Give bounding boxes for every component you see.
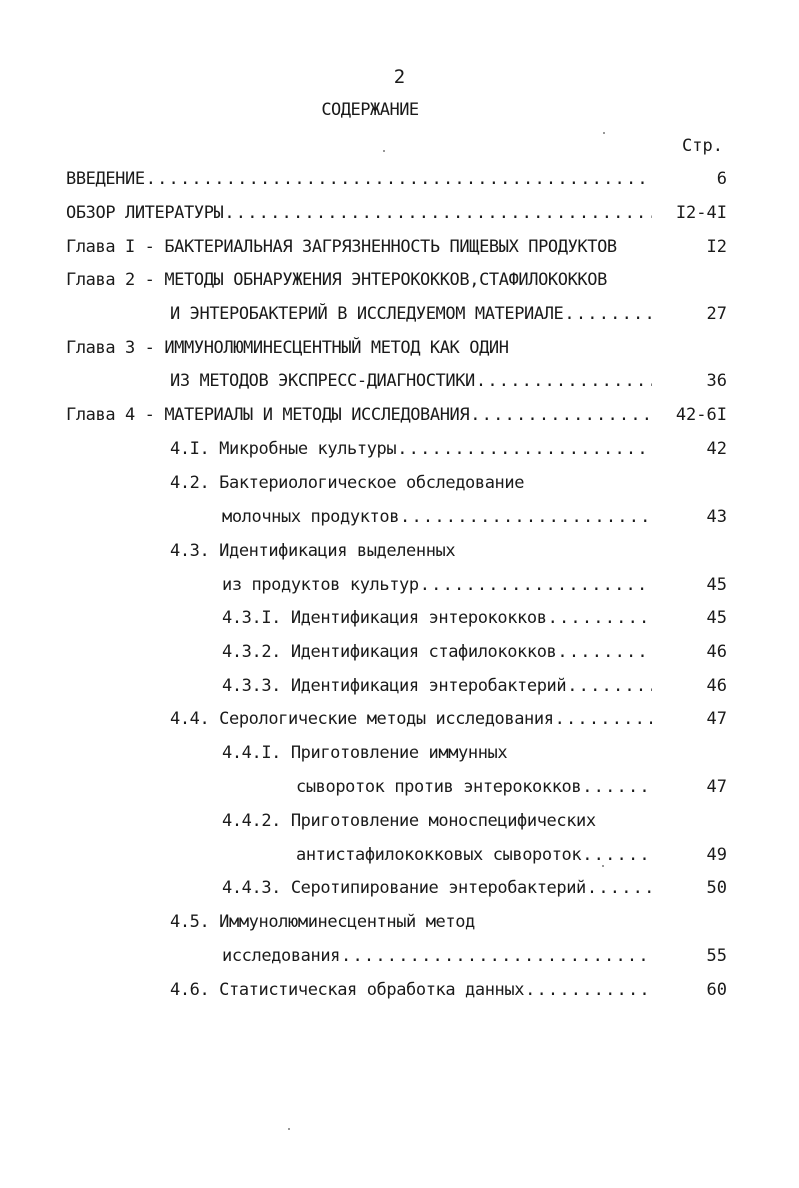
toc-entry-text: 4.3.3. Идентификация энтеробактерий: [222, 676, 567, 696]
toc-entry-continuation: [222, 505, 652, 529]
toc-entry-text: 4.6. Статистическая обработка данных: [170, 980, 525, 1000]
toc-page-number: 27: [706, 304, 727, 324]
toc-entry-text: Глава I - БАКТЕРИАЛЬНАЯ ЗАГРЯЗНЕННОСТЬ ПИЩЕВЫХ ПРОДУКТОВ: [66, 237, 617, 257]
toc-entry-text: 4.3. Идентификация выделенных: [170, 541, 456, 561]
toc-page-number: 55: [706, 946, 727, 966]
scan-speck: [383, 150, 385, 152]
toc-page-number: 36: [706, 371, 727, 391]
toc-entry: [170, 978, 652, 1002]
toc-leader-dots: [470, 403, 652, 427]
toc-entry: [170, 437, 652, 461]
toc-leader-dots: [224, 201, 652, 225]
toc-page-number: 60: [706, 980, 727, 1000]
toc-page-number: 6: [716, 169, 727, 189]
toc-entry-text: 4.4. Серологические методы исследования: [170, 709, 554, 729]
toc-page-number: 46: [706, 676, 727, 696]
toc-leader-dots: [525, 978, 652, 1002]
toc-leader-dots: [555, 707, 652, 731]
toc-entry: [66, 403, 652, 427]
toc-entry-text: 4.2. Бактериологическое обследование: [170, 473, 525, 493]
toc-entry-continuation: [296, 843, 652, 867]
toc-entry-text: молочных продуктов: [222, 507, 400, 527]
toc-entry-text: из продуктов культур: [222, 575, 419, 595]
toc-entry-text: сывороток против энтерококков: [296, 777, 582, 797]
toc-leader-dots: [557, 640, 652, 664]
toc-entry-text: 4.4.2. Приготовление моноспецифических: [222, 811, 596, 831]
toc-entry-text: Глава 3 - ИММУНОЛЮМИНЕСЦЕНТНЫЙ МЕТОД КАК ОДИН: [66, 338, 509, 358]
toc-leader-dots: [582, 843, 652, 867]
toc-entry-text: 4.4.3. Серотипирование энтеробактерий: [222, 878, 586, 898]
toc-entry-text: 4.4.I. Приготовление иммунных: [222, 743, 508, 763]
toc-entry-continuation: [222, 944, 652, 968]
toc-entry-continuation: [170, 369, 652, 393]
toc-leader-dots: [341, 944, 652, 968]
toc-entry-text: 4.5. Иммунолюминесцентный метод: [170, 912, 475, 932]
toc-entry: [222, 674, 652, 698]
toc-entry-continuation: [296, 775, 652, 799]
toc-page-number: 45: [706, 575, 727, 595]
toc-entry: [66, 201, 652, 225]
toc-entry-text: Глава 2 - МЕТОДЫ ОБНАРУЖЕНИЯ ЭНТЕРОКОККОВ,СТАФИЛОКОККОВ: [66, 270, 607, 290]
toc-page-number: I2: [706, 237, 727, 257]
toc-entry: [66, 167, 652, 191]
toc-page-number: 47: [706, 709, 727, 729]
toc-entry-text: ИЗ МЕТОДОВ ЭКСПРЕСС-ДИАГНОСТИКИ: [170, 371, 475, 391]
toc-entry-text: Глава 4 - МАТЕРИАЛЫ И МЕТОДЫ ИССЛЕДОВАНИЯ: [66, 405, 470, 425]
page-title: СОДЕРЖАНИЕ: [321, 100, 419, 120]
toc-entry-text: 4.3.2. Идентификация стафилококков: [222, 642, 557, 662]
toc-entry: [170, 707, 652, 731]
page-number: 2: [393, 66, 406, 88]
toc-leader-dots: [582, 775, 652, 799]
toc-entry-text: антистафилококковых сывороток: [296, 845, 582, 865]
toc-page-number: 49: [706, 845, 727, 865]
toc-leader-dots: [420, 573, 652, 597]
toc-page-number: 42-6I: [675, 405, 727, 425]
toc-leader-dots: [564, 302, 652, 326]
toc-entry-text: 4.3.I. Идентификация энтерококков: [222, 608, 547, 628]
toc-page-number: 45: [706, 608, 727, 628]
toc-entry: [222, 606, 652, 630]
scan-speck: [603, 132, 605, 134]
toc-entry-continuation: [222, 573, 652, 597]
scan-speck: [602, 865, 604, 867]
toc-entry-text: ВВЕДЕНИЕ: [66, 169, 145, 189]
toc-page-number: 47: [706, 777, 727, 797]
toc-leader-dots: [476, 369, 652, 393]
toc-entry-text: 4.I. Микробные культуры: [170, 439, 397, 459]
page-column-header: Стр.: [682, 136, 723, 156]
toc-leader-dots: [567, 674, 652, 698]
toc-leader-dots: [587, 876, 652, 900]
toc-entry-text: И ЭНТЕРОБАКТЕРИЙ В ИССЛЕДУЕМОМ МАТЕРИАЛЕ: [170, 304, 564, 324]
toc-page-number: 46: [706, 642, 727, 662]
toc-entry-text: ОБЗОР ЛИТЕРАТУРЫ: [66, 203, 224, 223]
toc-entry: [222, 640, 652, 664]
toc-entry-text: исследования: [222, 946, 341, 966]
toc-leader-dots: [146, 167, 652, 191]
toc-leader-dots: [548, 606, 652, 630]
toc-page-number: 50: [706, 878, 727, 898]
toc-entry-continuation: [170, 302, 652, 326]
scan-speck: [288, 1128, 290, 1130]
toc-entry: [222, 876, 652, 900]
toc-page-number: 42: [706, 439, 727, 459]
toc-leader-dots: [397, 437, 652, 461]
toc-leader-dots: [400, 505, 652, 529]
toc-page-number: I2-4I: [675, 203, 727, 223]
toc-page-number: 43: [706, 507, 727, 527]
